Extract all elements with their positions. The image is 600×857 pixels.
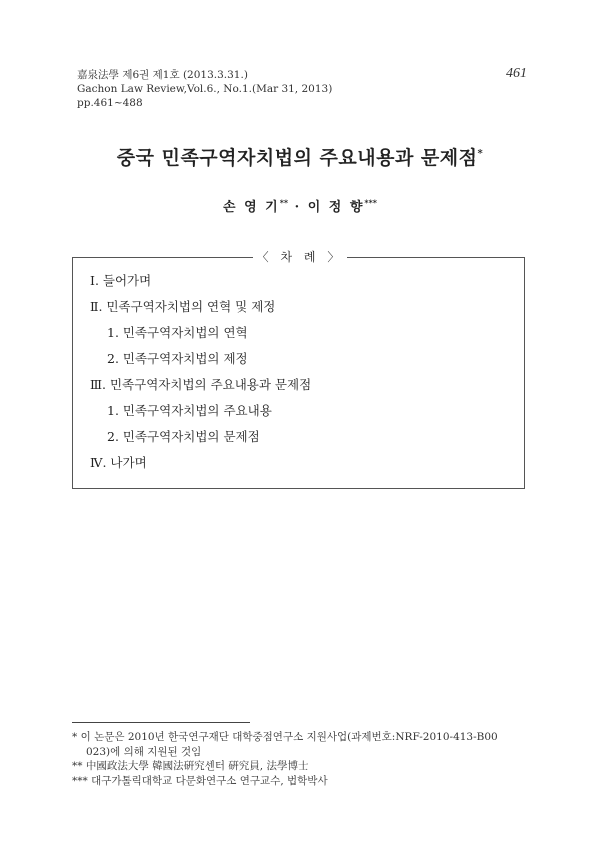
toc-heading-text: 차 례 (280, 250, 320, 264)
author-1-mark: ** (279, 197, 289, 208)
footnote-1: * 이 논문은 2010년 한국연구재단 대학중점연구소 지원사업(과제번호:NRF-2010-413-B00 (72, 731, 498, 743)
toc-item-conclusion: Ⅳ. 나가며 (90, 455, 147, 470)
toc-item-contents-and-problems: Ⅲ. 민족구역자치법의 주요내용과 문제점 (90, 377, 312, 392)
toc-item-introduction: Ⅰ. 들어가며 (90, 273, 152, 288)
author-1: 손 영 기 (223, 200, 280, 215)
journal-issue-line: 嘉泉法學 제6권 제1호 (2013.3.31.) (77, 69, 248, 81)
footnote-divider (72, 722, 250, 723)
toc-subitem-problems: 2. 민족구역자치법의 문제점 (107, 429, 260, 444)
toc-list (90, 268, 311, 476)
footnotes (72, 730, 542, 788)
author-2: 이 정 향 (307, 200, 365, 215)
footnote-1-continuation: 023)에 의해 지원된 것임 (86, 745, 202, 758)
author-line (0, 196, 600, 215)
footnote-2: ** 中國政法大學 韓國法硏究센터 硏究員, 法學博士 (72, 760, 309, 772)
toc-heading-right-bracket: 〉 (327, 250, 344, 264)
paper-title-text: 중국 민족구역자치법의 주요내용과 문제점 (116, 147, 478, 169)
journal-english-line: Gachon Law Review,Vol.6., No.1.(Mar 31, 2013) (77, 83, 333, 95)
author-separator: · (288, 200, 308, 215)
journal-header (77, 68, 332, 110)
author-2-mark: *** (364, 197, 377, 208)
page-range: pp.461~488 (77, 97, 143, 109)
page-number: 461 (506, 66, 527, 81)
title-footnote-mark: * (477, 148, 484, 160)
footnote-3: *** 대구가톨릭대학교 다문화연구소 연구교수, 법학박사 (72, 774, 328, 787)
toc-subitem-main-contents: 1. 민족구역자치법의 주요내용 (107, 403, 272, 418)
toc-subitem-enactment: 2. 민족구역자치법의 제정 (107, 351, 248, 366)
toc-heading-left-bracket: 〈 (256, 250, 273, 264)
paper-title (0, 143, 600, 170)
toc-heading (0, 248, 600, 265)
toc-subitem-history: 1. 민족구역자치법의 연혁 (107, 325, 248, 340)
toc-item-history-and-enactment: Ⅱ. 민족구역자치법의 연혁 및 제정 (90, 299, 276, 314)
